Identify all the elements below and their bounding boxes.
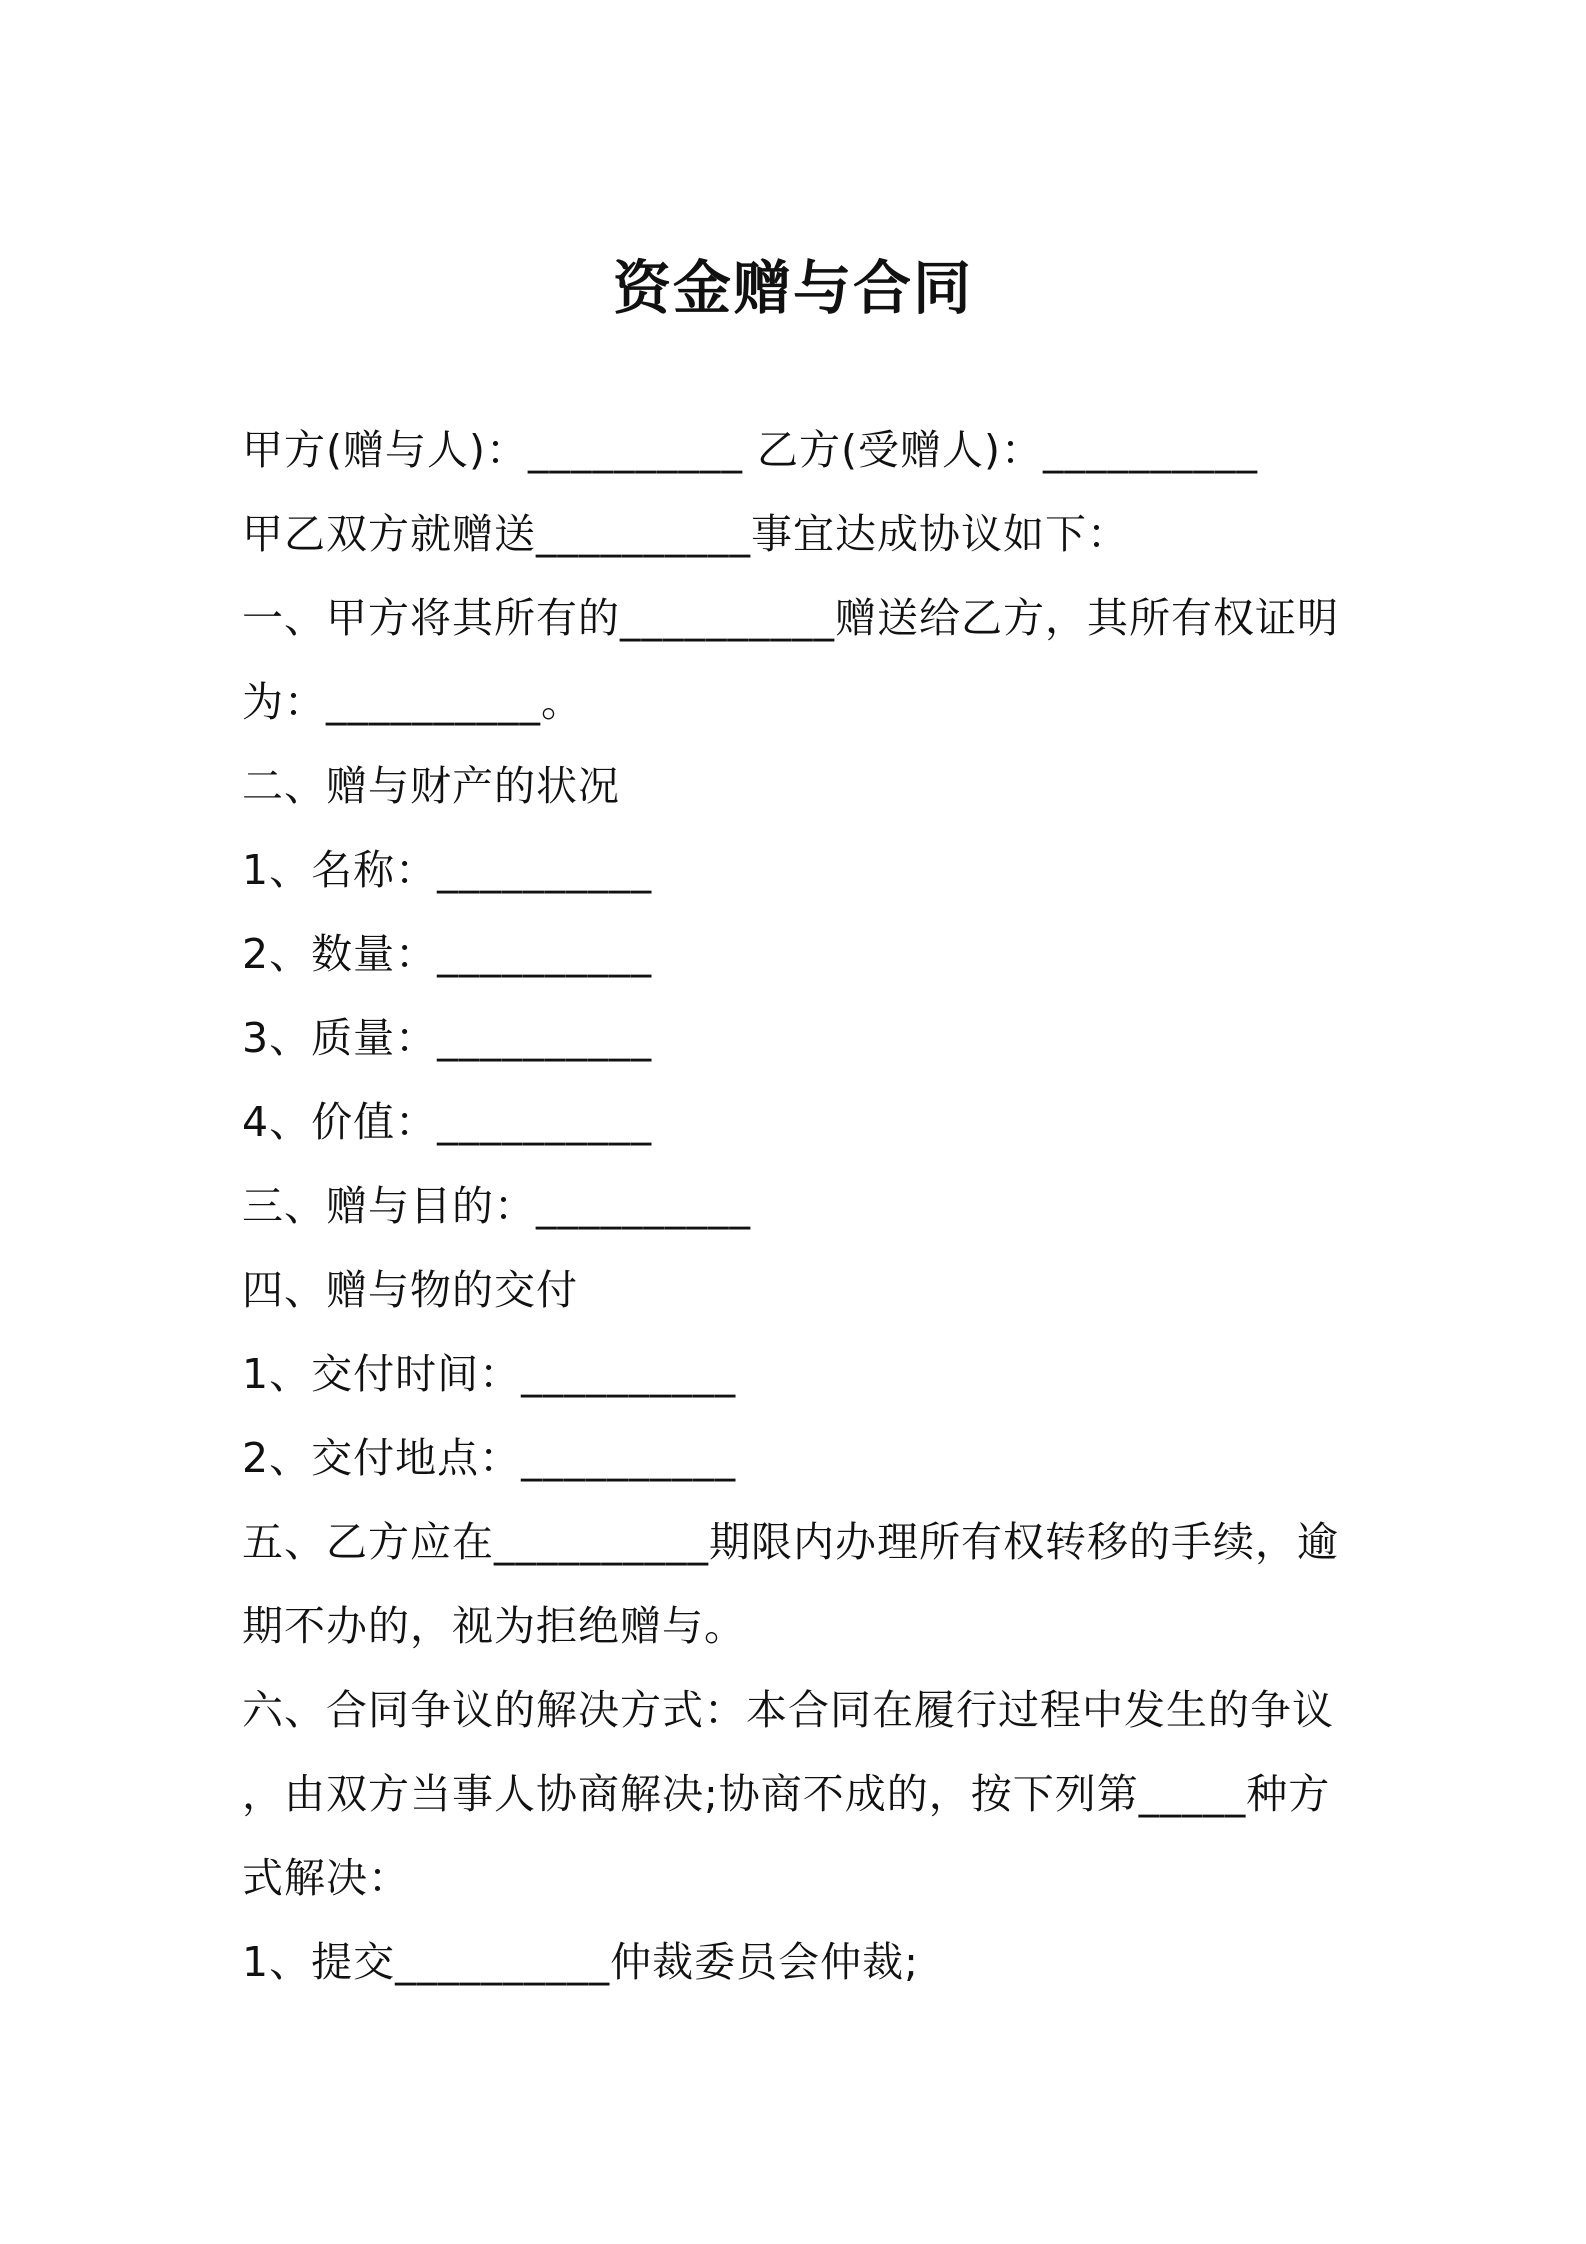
clause-4-delivery-time: 1、交付时间：__________ bbox=[242, 1350, 737, 1398]
clause-4-heading: 四、赠与物的交付 bbox=[242, 1266, 578, 1314]
clause-6-option-1: 1、提交__________仲裁委员会仲裁; bbox=[242, 1938, 919, 1986]
clause-2-heading: 二、赠与财产的状况 bbox=[242, 762, 620, 810]
clause-2-item-value: 4、价值：__________ bbox=[242, 1098, 653, 1146]
clause-1-line-1: 一、甲方将其所有的__________赠送给乙方，其所有权证明 bbox=[242, 594, 1339, 642]
clause-6-line-3: 式解决： bbox=[242, 1854, 410, 1902]
clause-6-line-2: ，由双方当事人协商解决;协商不成的，按下列第_____种方 bbox=[242, 1770, 1331, 1818]
clause-4-delivery-place: 2、交付地点：__________ bbox=[242, 1434, 737, 1482]
clause-2-item-quality: 3、质量：__________ bbox=[242, 1014, 653, 1062]
document-title: 资金赠与合同 bbox=[612, 254, 973, 322]
party-line: 甲方(赠与人)：__________ 乙方(受赠人)：__________ bbox=[242, 426, 1259, 474]
document-body bbox=[242, 408, 1362, 2004]
clause-2-item-quantity: 2、数量：__________ bbox=[242, 930, 653, 978]
agreement-intro-line: 甲乙双方就赠送__________事宜达成协议如下： bbox=[242, 510, 1129, 558]
clause-5-line-1: 五、乙方应在__________期限内办理所有权转移的手续，逾 bbox=[242, 1518, 1339, 1566]
clause-2-item-name: 1、名称：__________ bbox=[242, 846, 653, 894]
clause-5-line-2: 期不办的，视为拒绝赠与。 bbox=[242, 1602, 746, 1650]
clause-6-line-1: 六、合同争议的解决方式：本合同在履行过程中发生的争议 bbox=[242, 1686, 1334, 1734]
clause-1-line-2: 为：__________。 bbox=[242, 678, 583, 726]
clause-3-line: 三、赠与目的：__________ bbox=[242, 1182, 751, 1230]
